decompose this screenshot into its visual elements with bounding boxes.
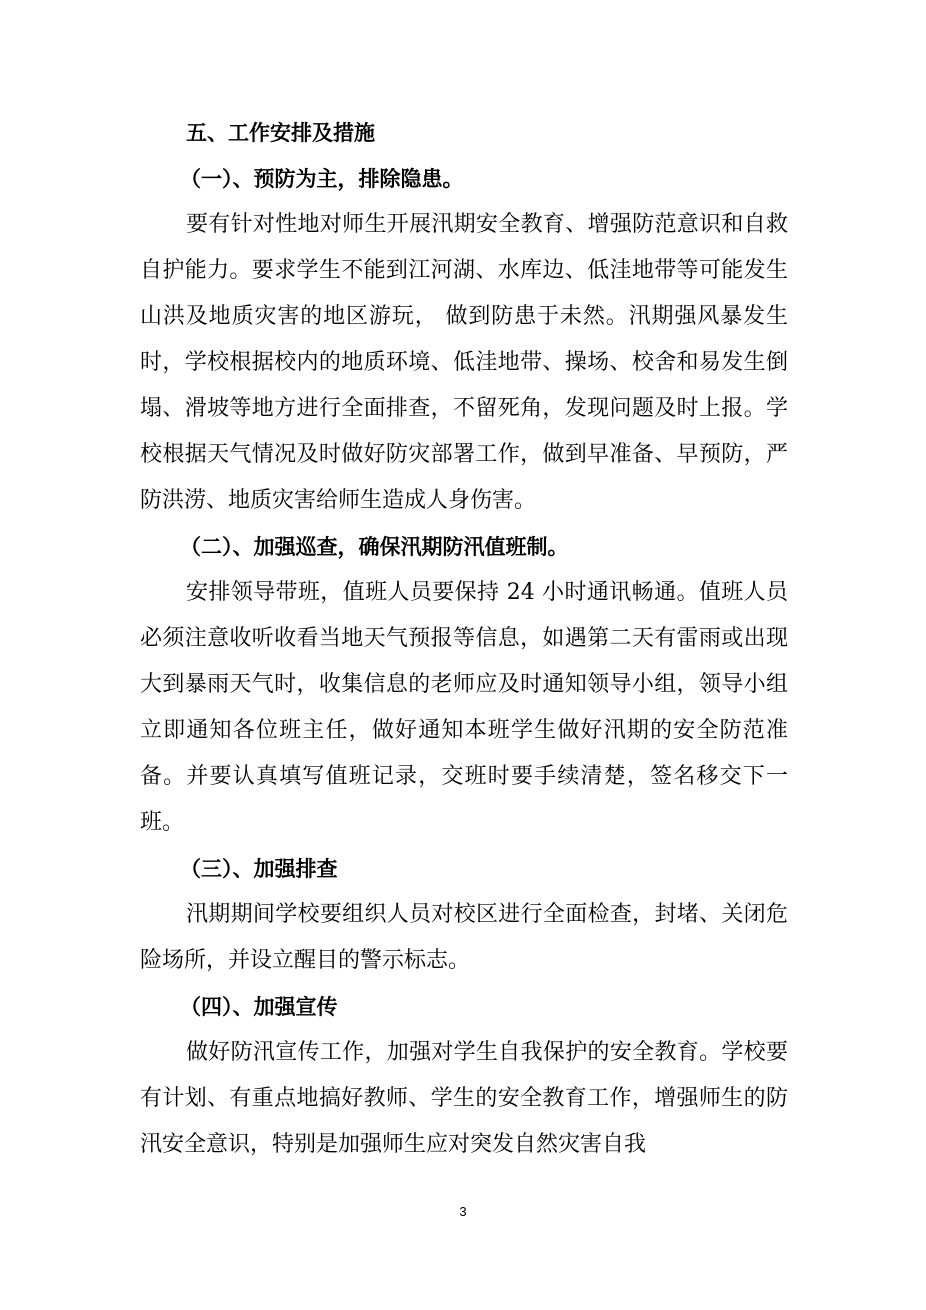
subsection-body-3: 汛期期间学校要组织人员对校区进行全面检查，封堵、关闭危险场所，并设立醒目的警示标志。 <box>140 902 788 973</box>
subsection-title-1: （一）、预防为主，排除隐患。 <box>180 166 464 191</box>
subsection-body-1: 要有针对性地对师生开展汛期安全教育、增强防范意识和自救自护能力。要求学生不能到江河湖、水库边、低洼地带等可能发生山洪及地质灾害的地区游玩， 做到防患于未然。汛期强风暴发生时，学校根据校内的地质环境、低洼地带、操场、校舍和易发生倒塌、滑坡等地方进行全面排查，不留死角，发现问题及时上报。学校根据天气情况及时做好防灾部署工作，做到早准备、早预防，严防洪涝、地质灾害给师生造成人身伤害。 <box>140 212 788 513</box>
section-title: 五、工作安排及措施 <box>186 120 375 145</box>
subsection-body-2: 安排领导带班，值班人员要保持 24 小时通讯畅通。值班人员必须注意收听收看当地天气预报等信息，如遇第二天有雷雨或出现大到暴雨天气时，收集信息的老师应及时通知领导小组，领导小组立即通知各位班主任，做好通知本班学生做好汛期的安全防范准备。并要认真填写值班记录，交班时要手续清楚，签名移交下一班。 <box>140 580 788 835</box>
subsection-title-4: （四）、加强宣传 <box>180 994 338 1019</box>
subsection-title-2: （二）、加强巡查，确保汛期防汛值班制。 <box>180 534 569 559</box>
document-body <box>140 110 788 1168</box>
page-number: 3 <box>459 1204 467 1219</box>
subsection-body-4: 做好防汛宣传工作，加强对学生自我保护的安全教育。学校要有计划、有重点地搞好教师、学生的安全教育工作，增强师生的防汛安全意识，特别是加强师生应对突发自然灾害自我 <box>140 1040 788 1157</box>
subsection-title-3: （三）、加强排查 <box>180 856 338 881</box>
